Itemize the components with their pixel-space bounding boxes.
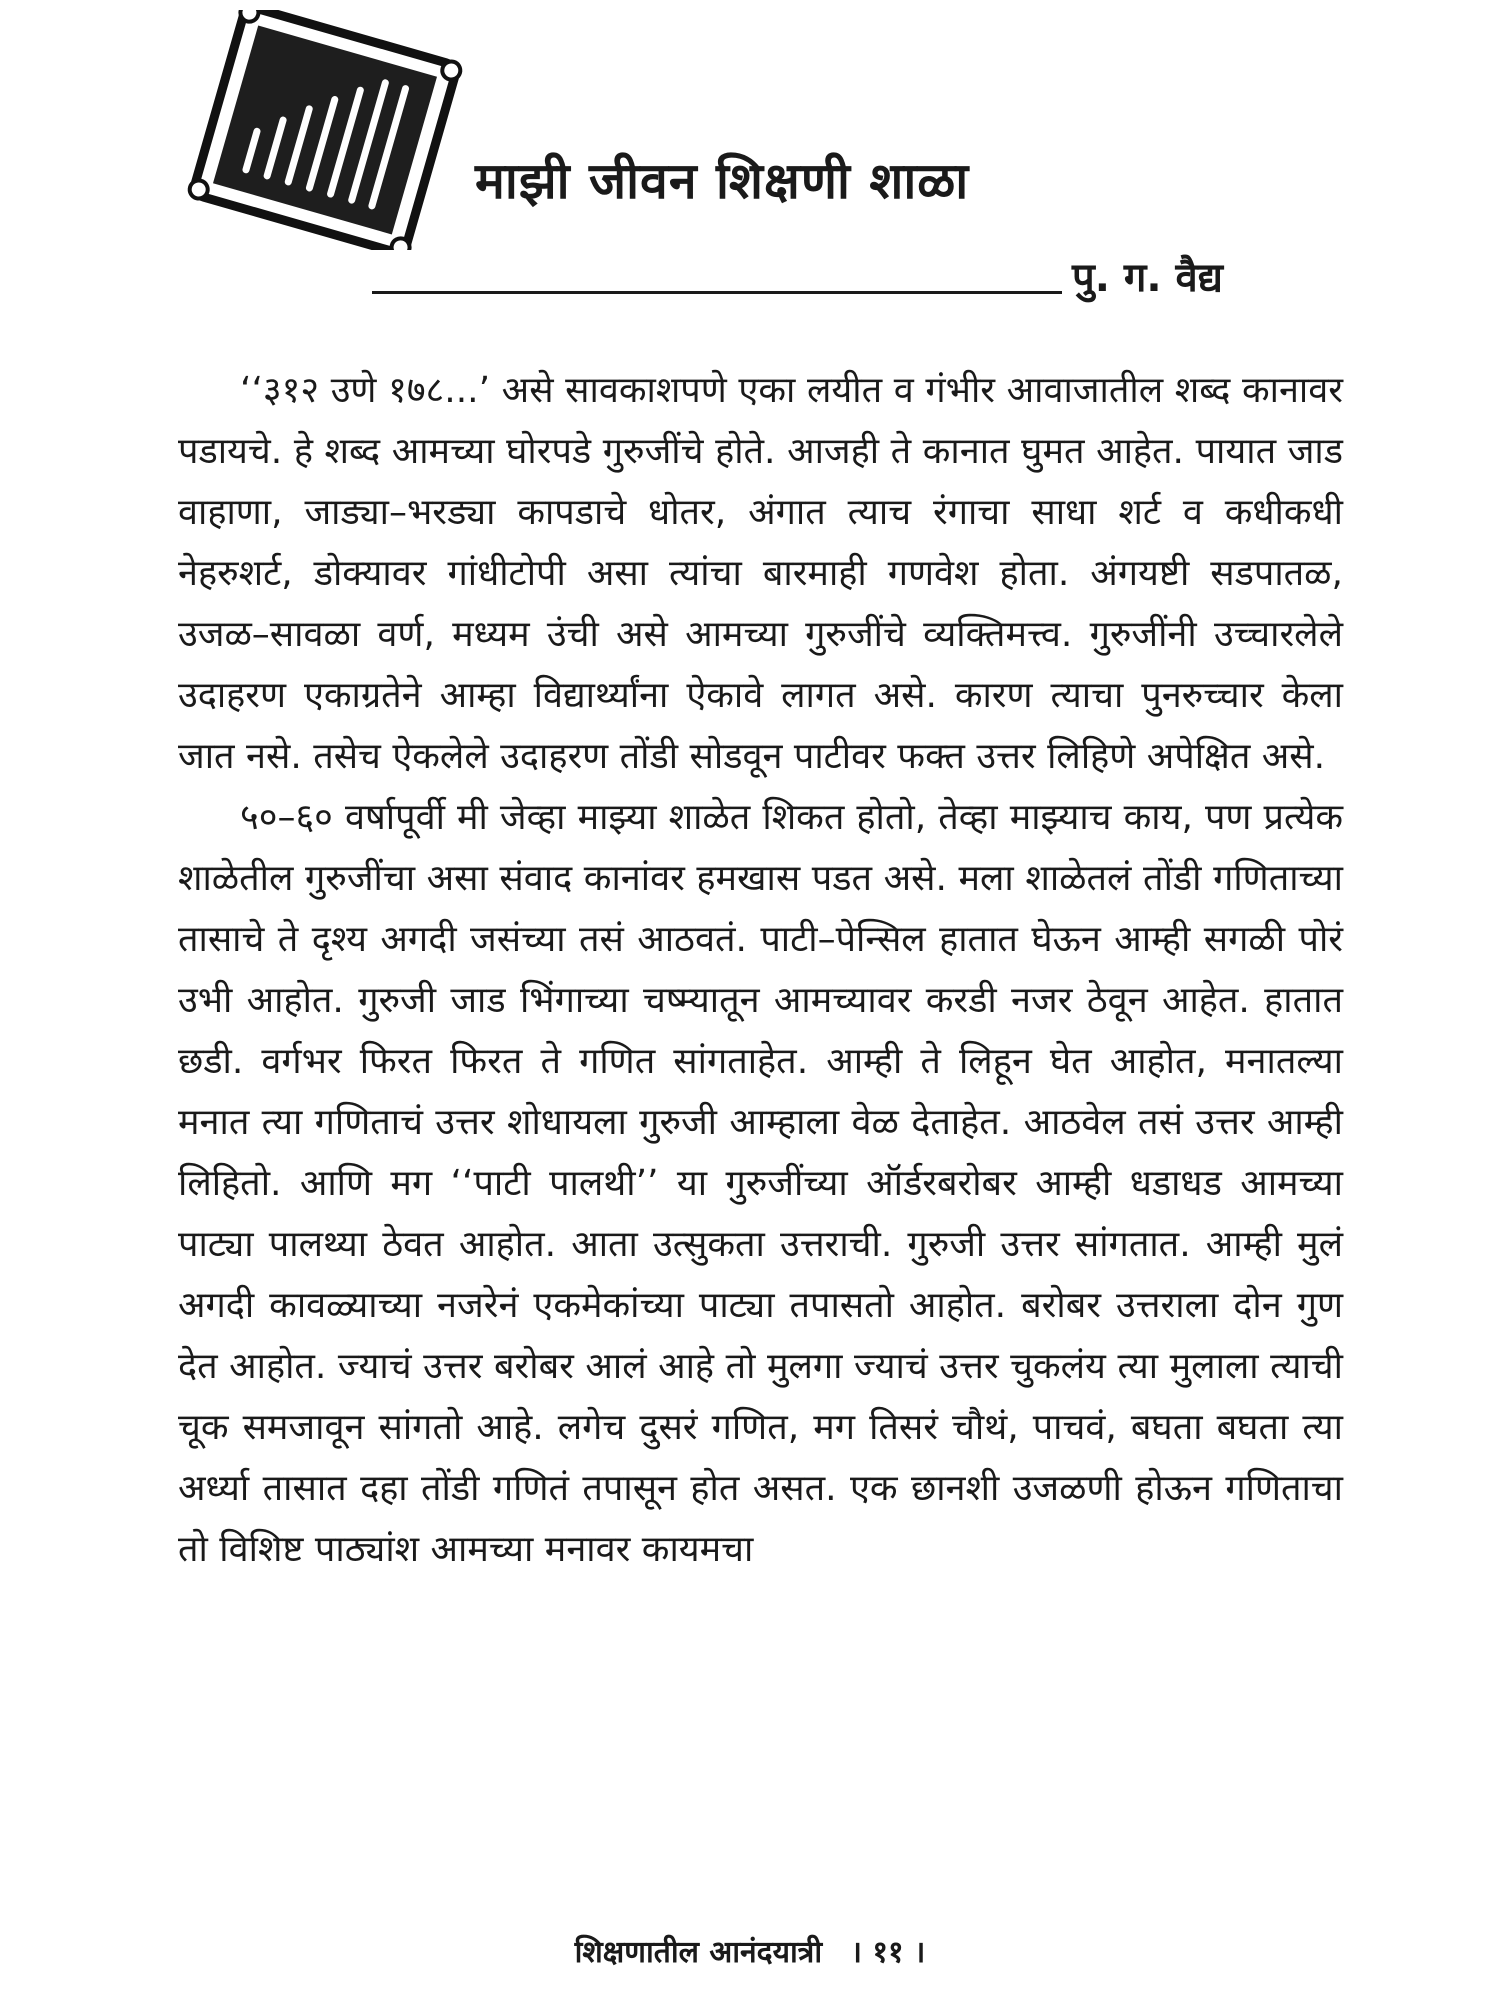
article-body [178, 360, 1343, 1580]
paragraph: ‘‘३१२ उणे १७८...’ असे सावकाशपणे एका लयीत व गंभीर आवाजातील शब्द कानावर पडायचे. हे शब्द आमच्या घोरपडे गुरुजींचे होते. आजही ते कानात घुमत आहेत. पायात जाड वाहाणा, जाड्या–भरड्या कापडाचे धोतर, अंगात त्याच रंगाचा साधा शर्ट व कधीकधी नेहरुशर्ट, डोक्यावर गांधीटोपी असा त्यांचा बारमाही गणवेश होता. अंगयष्टी सडपातळ, उजळ–सावळा वर्ण, मध्यम उंची असे आमच्या गुरुजींचे व्यक्तिमत्त्व. गुरुजींनी उच्चारलेले उदाहरण एकाग्रतेने आम्हा विद्यार्थ्यांना ऐकावे लागत असे. कारण त्याचा पुनरुच्चार केला जात नसे. तसेच ऐकलेले उदाहरण तोंडी सोडवून पाटीवर फक्त उत्तर लिहिणे अपेक्षित असे. [178, 370, 1343, 777]
page-footer [0, 1930, 1500, 1971]
author-rule [372, 291, 1062, 294]
page-title: माझी जीवन शिक्षणी शाळा [475, 152, 970, 210]
author-name: पु. ग. वैद्य [1072, 255, 1223, 301]
footer-book-title: शिक्षणातील आनंदयात्री [574, 1935, 823, 1970]
writing-slate-icon [180, 10, 470, 250]
paragraph: ५०–६० वर्षापूर्वी मी जेव्हा माझ्या शाळेत शिकत होतो, तेव्हा माझ्याच काय, पण प्रत्येक शाळेतील गुरुजींचा असा संवाद कानांवर हमखास पडत असे. मला शाळेतलं तोंडी गणिताच्या तासाचे ते दृश्य अगदी जसंच्या तसं आठवतं. पाटी–पेन्सिल हातात घेऊन आम्ही सगळी पोरं उभी आहोत. गुरुजी जाड भिंगाच्या चष्म्यातून आमच्यावर करडी नजर ठेवून आहेत. हातात छडी. वर्गभर फिरत फिरत ते गणित सांगताहेत. आम्ही ते लिहून घेत आहोत, मनातल्या मनात त्या गणिताचं उत्तर शोधायला गुरुजी आम्हाला वेळ देताहेत. आठवेल तसं उत्तर आम्ही लिहितो. आणि मग ‘‘पाटी पालथी’’ या गुरुजींच्या ऑर्डरबरोबर आम्ही धडाधड आमच्या पाट्या पालथ्या ठेवत आहोत. आता उत्सुकता उत्तराची. गुरुजी उत्तर सांगतात. आम्ही मुलं अगदी कावळ्याच्या नजरेनं एकमेकांच्या पाट्या तपासतो आहोत. बरोबर उत्तराला दोन गुण देत आहोत. ज्याचं उत्तर बरोबर आलं आहे तो मुलगा ज्याचं उत्तर चुकलंय त्या मुलाला त्याची चूक समजावून सांगतो आहे. लगेच दुसरं गणित, मग तिसरं चौथं, पाचवं, बघता बघता त्या अर्ध्या तासात दहा तोंडी गणितं तपासून होत असत. एक छानशी उजळणी होऊन गणिताचा तो विशिष्ट पाठ्यांश आमच्या मनावर कायमचा [178, 797, 1343, 1570]
page-number: । ११ । [850, 1935, 926, 1970]
